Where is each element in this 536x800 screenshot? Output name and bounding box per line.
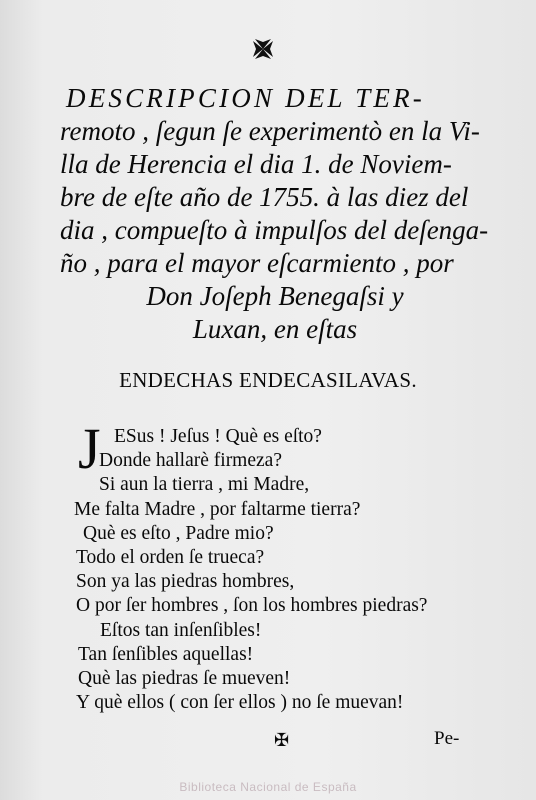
- title-line: remoto , ſegun ſe experimentò en la Vi-: [60, 116, 480, 146]
- verse-line: Y què ellos ( con ſer ellos ) no ſe muevan!: [76, 692, 404, 714]
- verse-line: Eſtos tan inſenſibles!: [100, 619, 262, 641]
- title-line: Don Joſeph Benegaſsi y: [146, 281, 404, 311]
- document-title: [60, 82, 490, 346]
- verse-line: Què es eſto , Padre mio?: [83, 522, 274, 544]
- title-line: lla de Herencia el dia 1. de Noviem-: [60, 149, 452, 179]
- library-watermark: Biblioteca Nacional de España: [179, 780, 357, 794]
- verse-line: Son ya las piedras hombres,: [76, 571, 295, 593]
- verse-line: O por ſer hombres , ſon los hombres piedras?: [76, 595, 428, 617]
- signature-mark: ✠: [274, 730, 290, 751]
- verse-line: Què las piedras ſe mueven!: [78, 668, 291, 690]
- verse-line: ESus ! Jeſus ! Què es eſto?: [114, 426, 322, 447]
- title-line: Luxan, en eſtas: [192, 314, 358, 344]
- title-line: ño , para el mayor eſcarmiento , por: [60, 248, 454, 278]
- drop-cap: J: [78, 416, 101, 481]
- title-line: bre de eſte año de 1755. à las diez del: [60, 182, 469, 212]
- verse-line: Tan ſenſibles aquellas!: [78, 643, 254, 665]
- poem-body: [70, 425, 490, 715]
- verse-line: Me falta Madre , por faltarme tierra?: [74, 498, 361, 520]
- catchword: Pe-: [434, 728, 460, 749]
- maltese-cross-icon: [250, 36, 276, 62]
- verse-line: Donde hallarè firmeza?: [99, 450, 282, 472]
- verse-line: Todo el orden ſe trueca?: [76, 547, 265, 569]
- verse-line: Si aun la tierra , mi Madre,: [99, 474, 310, 496]
- title-line: dia , compueſto à impulſos del deſenga-: [60, 215, 489, 245]
- verse-form-heading: ENDECHAS ENDECASILAVAS.: [119, 368, 417, 392]
- title-line: DESCRIPCION DEL TER-: [66, 83, 425, 113]
